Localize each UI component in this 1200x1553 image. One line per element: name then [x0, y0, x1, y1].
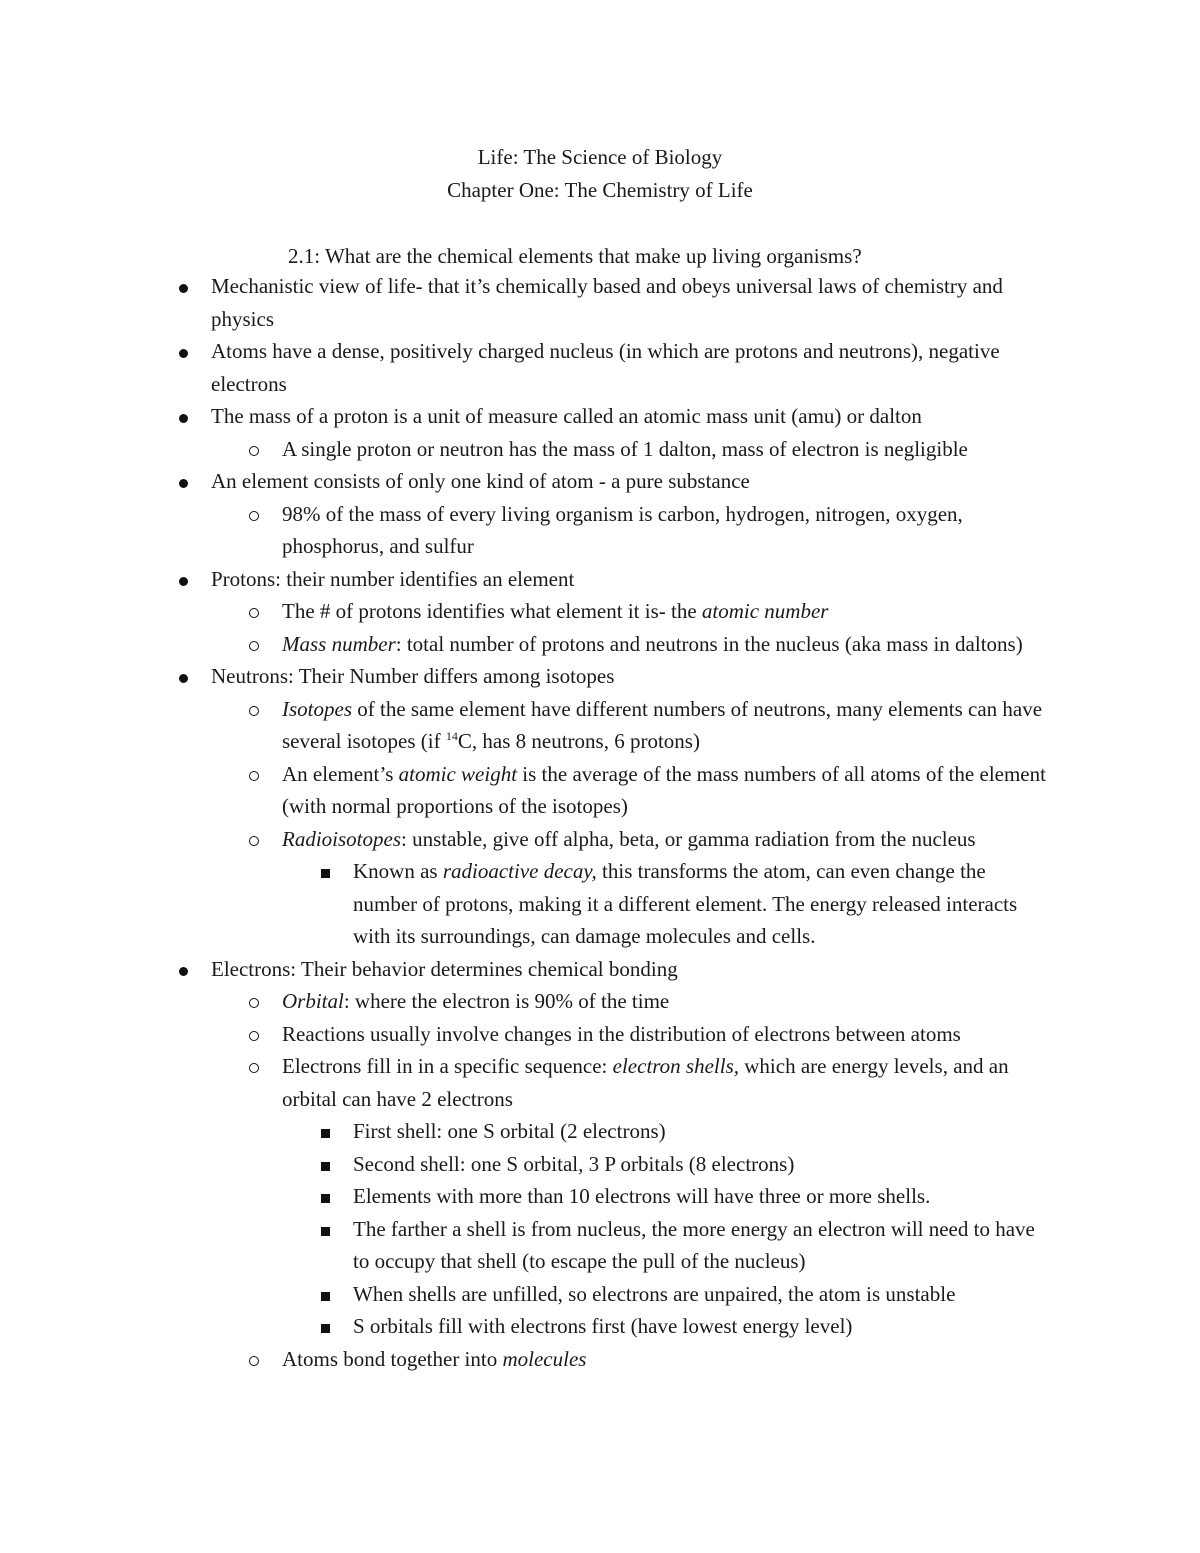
- text-segment: : where the electron is 90% of the time: [343, 989, 670, 1013]
- text-segment: First shell: one S orbital (2 electrons): [353, 1119, 666, 1143]
- bullet-circle-icon: [245, 1018, 263, 1051]
- list-item: [0, 1278, 1200, 1311]
- text-segment: The mass of a proton is a unit of measure called an atomic mass unit (amu) or dalton: [211, 404, 922, 428]
- list-item: [0, 563, 1200, 596]
- emphasized-term: Radioisotopes: [282, 826, 401, 851]
- text-segment: Atoms bond together into: [282, 1346, 503, 1371]
- section-heading: 2.1: What are the chemical elements that make up living organisms?: [288, 244, 862, 268]
- list-item: [0, 1343, 1200, 1376]
- list-item: [0, 1180, 1200, 1213]
- text-segment: Electrons: Their behavior determines chemical bonding: [211, 956, 678, 981]
- emphasized-term: Orbital: [282, 989, 344, 1013]
- text-segment: When shells are unfilled, so electrons are unpaired, the atom is unstable: [353, 1281, 956, 1306]
- list-item: [0, 433, 1200, 466]
- list-item: [0, 1213, 1200, 1278]
- list-item-text: [353, 855, 1050, 953]
- list-item: [0, 855, 1200, 953]
- emphasized-term: radioactive decay,: [442, 859, 597, 883]
- list-item-text: [353, 1213, 1050, 1278]
- list-item-text: [282, 628, 1060, 661]
- bullet-circle-icon: [245, 433, 263, 466]
- notes-list: [0, 270, 1200, 1375]
- bullet-circle-icon: [245, 693, 263, 726]
- bullet-circle-icon: [245, 758, 263, 791]
- bullet-circle-icon: [245, 595, 263, 628]
- list-item: [0, 270, 1200, 335]
- text-segment: Second shell: one S orbital, 3 P orbitals (8 electrons): [353, 1151, 795, 1176]
- list-item-text: [211, 335, 1070, 400]
- list-item-text: [211, 953, 1070, 986]
- emphasized-term: atomic number: [701, 599, 829, 623]
- bullet-dot-icon: [174, 270, 192, 303]
- list-item: [0, 1115, 1200, 1148]
- list-item: [0, 400, 1200, 433]
- text-segment: An element’s: [282, 761, 399, 786]
- text-segment: Protons: their number identifies an element: [211, 566, 575, 591]
- text-segment: is the average of the mass numbers of all atoms of the element (with normal proportions of the isotopes): [282, 761, 1046, 818]
- text-segment: An element consists of only one kind of atom - a pure substance: [211, 469, 750, 493]
- emphasized-term: electron shells,: [612, 1054, 739, 1078]
- list-item: [0, 660, 1200, 693]
- list-item: [0, 693, 1200, 758]
- list-item: [0, 498, 1200, 563]
- list-item-text: [353, 1180, 1050, 1213]
- bullet-dot-icon: [174, 335, 192, 368]
- text-segment: Elements with more than 10 electrons will have three or more shells.: [353, 1184, 931, 1208]
- text-segment: A single proton or neutron has the mass of 1 dalton, mass of electron is negligible: [282, 436, 968, 461]
- list-item-text: [282, 985, 1060, 1018]
- list-item-text: [282, 433, 1060, 466]
- emphasized-term: molecules: [502, 1346, 587, 1371]
- list-item-text: [353, 1310, 1050, 1343]
- superscript: 14: [445, 729, 458, 743]
- list-item-text: [353, 1115, 1050, 1148]
- text-segment: Reactions usually involve changes in the distribution of electrons between atoms: [282, 1021, 961, 1046]
- list-item: [0, 953, 1200, 986]
- text-segment: Mechanistic view of life- that it’s chemically based and obeys universal laws of chemistry and physics: [211, 274, 1003, 331]
- text-segment: Electrons fill in in a specific sequence:: [282, 1054, 613, 1078]
- bullet-dot-icon: [174, 400, 192, 433]
- list-item: [0, 823, 1200, 856]
- bullet-square-icon: [316, 1310, 334, 1343]
- list-item-text: [282, 758, 1060, 823]
- list-item-text: [353, 1278, 1050, 1311]
- bullet-dot-icon: [174, 660, 192, 693]
- bullet-circle-icon: [245, 1343, 263, 1376]
- text-segment: C, has 8 neutrons, 6 protons): [457, 729, 700, 753]
- list-item: [0, 1050, 1200, 1115]
- list-item-text: [282, 1343, 1060, 1376]
- list-item: [0, 1310, 1200, 1343]
- text-segment: S orbitals fill with electrons first (have lowest energy level): [353, 1314, 853, 1338]
- text-segment: 98% of the mass of every living organism is carbon, hydrogen, nitrogen, oxygen, phosphorus, and sulfur: [282, 501, 963, 558]
- emphasized-term: Isotopes: [282, 696, 352, 721]
- list-item-text: [282, 1050, 1060, 1115]
- text-segment: this transforms the atom, can even change the number of protons, making it a different element. The energy released interacts with its surroundings, can damage molecules and cells.: [353, 859, 1018, 948]
- bullet-circle-icon: [245, 985, 263, 1018]
- text-segment: Atoms have a dense, positively charged nucleus (in which are protons and neutrons), negative electrons: [211, 339, 1000, 396]
- emphasized-term: atomic weight: [398, 761, 518, 786]
- bullet-dot-icon: [174, 465, 192, 498]
- text-segment: of the same element have different numbers of neutrons, many elements can have several isotopes (if: [282, 696, 1043, 753]
- text-segment: The # of protons identifies what element it is- the: [282, 599, 702, 623]
- list-item: [0, 1018, 1200, 1051]
- list-item-text: [211, 270, 1070, 335]
- bullet-square-icon: [316, 1148, 334, 1181]
- list-item: [0, 985, 1200, 1018]
- list-item-text: [282, 823, 1060, 856]
- text-segment: : unstable, give off alpha, beta, or gamma radiation from the nucleus: [401, 826, 976, 851]
- list-item-text: [353, 1148, 1050, 1181]
- list-item: [0, 465, 1200, 498]
- bullet-square-icon: [316, 1278, 334, 1311]
- text-segment: Neutrons: Their Number differs among isotopes: [211, 664, 615, 688]
- bullet-circle-icon: [245, 498, 263, 531]
- chapter-title: Chapter One: The Chemistry of Life: [447, 178, 753, 202]
- list-item-text: [211, 465, 1070, 498]
- list-item-text: [211, 660, 1070, 693]
- text-segment: : total number of protons and neutrons in the nucleus (aka mass in daltons): [395, 631, 1023, 656]
- bullet-dot-icon: [174, 563, 192, 596]
- bullet-dot-icon: [174, 953, 192, 986]
- list-item: [0, 1148, 1200, 1181]
- bullet-square-icon: [316, 855, 334, 888]
- list-item-text: [282, 693, 1060, 758]
- list-item-text: [211, 400, 1070, 433]
- bullet-square-icon: [316, 1115, 334, 1148]
- emphasized-term: Mass number: [282, 631, 396, 656]
- list-item: [0, 758, 1200, 823]
- list-item: [0, 595, 1200, 628]
- list-item: [0, 335, 1200, 400]
- text-segment: The farther a shell is from nucleus, the more energy an electron will need to have to occupy that shell (to escape the pull of the nucleus): [353, 1216, 1035, 1273]
- text-segment: Known as: [353, 859, 443, 883]
- list-item-text: [282, 595, 1060, 628]
- bullet-square-icon: [316, 1180, 334, 1213]
- text-segment: which are energy levels, and an orbital can have 2 electrons: [282, 1054, 1009, 1111]
- bullet-square-icon: [316, 1213, 334, 1246]
- document-title: Life: The Science of Biology: [477, 145, 723, 169]
- list-item-text: [282, 1018, 1060, 1051]
- bullet-circle-icon: [245, 1050, 263, 1083]
- list-item-text: [211, 563, 1070, 596]
- bullet-circle-icon: [245, 628, 263, 661]
- bullet-circle-icon: [245, 823, 263, 856]
- list-item-text: [282, 498, 1060, 563]
- list-item: [0, 628, 1200, 661]
